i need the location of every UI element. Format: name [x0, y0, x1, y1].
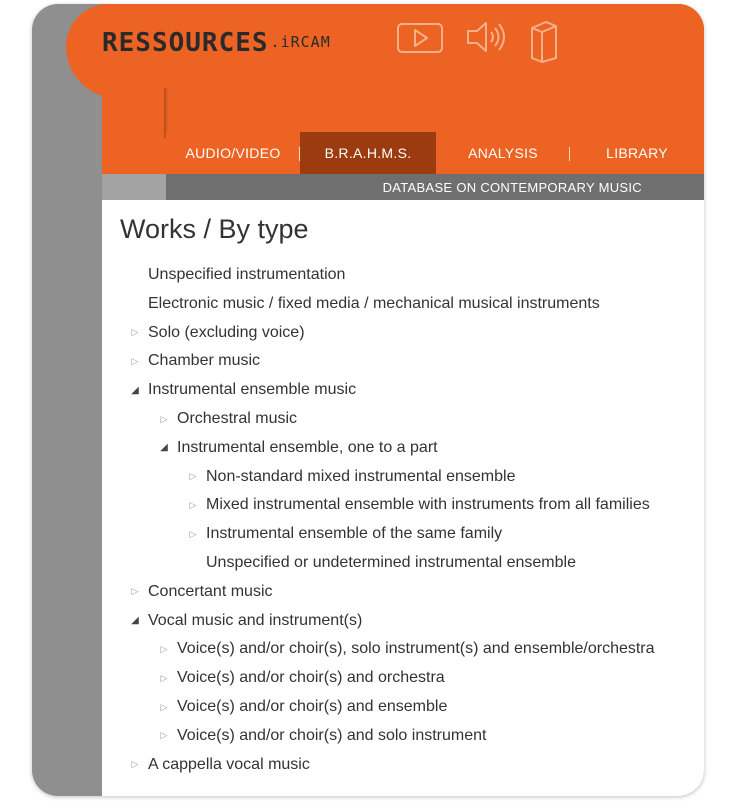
- logo-suffix-text: .iRCAM: [270, 33, 331, 51]
- tree-item-label[interactable]: Chamber music: [148, 352, 261, 370]
- header-notch-shadow: [164, 88, 168, 138]
- collapsed-triangle-icon[interactable]: ▷: [131, 355, 139, 366]
- tree-item[interactable]: [157, 665, 445, 691]
- tree-item[interactable]: [128, 579, 273, 605]
- site-frame: [32, 4, 704, 796]
- tree-item-label[interactable]: Non-standard mixed instrumental ensemble: [206, 467, 516, 485]
- header-notch: [102, 98, 164, 138]
- tree-item[interactable]: [128, 291, 600, 317]
- tree-item[interactable]: [128, 348, 260, 374]
- tree-item-label[interactable]: Electronic music / fixed media / mechanical musical instruments: [148, 294, 600, 312]
- tree-item[interactable]: [157, 636, 655, 662]
- tree-item-label[interactable]: Instrumental ensemble of the same family: [206, 525, 503, 543]
- tree-indent-spacer: [128, 268, 142, 282]
- tree-item[interactable]: [157, 435, 438, 461]
- tree-item-label[interactable]: Voice(s) and/or choir(s) and orchestra: [177, 669, 445, 687]
- tree-item-label[interactable]: Voice(s) and/or choir(s), solo instrument(s) and ensemble/orchestra: [177, 640, 655, 658]
- tree-item[interactable]: [157, 406, 297, 432]
- nav-item-label: ANALYSIS: [468, 145, 538, 161]
- speaker-audio-icon[interactable]: [464, 18, 512, 61]
- main-nav: [166, 132, 704, 174]
- collapsed-triangle-icon[interactable]: ▷: [160, 701, 168, 712]
- tree-item-label[interactable]: Vocal music and instrument(s): [148, 611, 363, 629]
- collapsed-triangle-icon[interactable]: ▷: [160, 413, 168, 424]
- collapsed-triangle-icon[interactable]: ▷: [189, 528, 197, 539]
- expanded-triangle-icon[interactable]: ◢: [160, 442, 168, 454]
- tree-item[interactable]: [186, 521, 502, 547]
- tree-item-label[interactable]: A cappella vocal music: [148, 755, 310, 773]
- tree-item-label[interactable]: Voice(s) and/or choir(s) and solo instrument: [177, 726, 487, 744]
- page-title: Works / By type: [120, 214, 309, 244]
- tree-indent-spacer: [128, 297, 142, 311]
- tree-item[interactable]: [128, 608, 362, 634]
- collapsed-triangle-icon[interactable]: ▷: [160, 672, 168, 683]
- content-panel: [102, 200, 704, 796]
- tree-item-label[interactable]: Unspecified instrumentation: [148, 266, 346, 283]
- collapsed-triangle-icon[interactable]: ▷: [131, 327, 139, 338]
- tree-item-label[interactable]: Mixed instrumental ensemble with instruments from all families: [206, 496, 650, 514]
- tree-item[interactable]: [186, 492, 650, 518]
- collapsed-triangle-icon[interactable]: ▷: [189, 471, 197, 482]
- tree-item-label[interactable]: Voice(s) and/or choir(s) and ensemble: [177, 698, 448, 715]
- nav-item-analysis[interactable]: [436, 132, 570, 174]
- tree-item-label[interactable]: Concertant music: [148, 582, 273, 600]
- tree-item-label[interactable]: Instrumental ensemble, one to a part: [177, 438, 438, 456]
- tree-item[interactable]: [128, 752, 310, 778]
- collapsed-triangle-icon[interactable]: ▷: [160, 730, 168, 741]
- nav-item-audio-video[interactable]: [166, 132, 300, 174]
- nav-item-brahms[interactable]: [300, 132, 436, 174]
- collapsed-triangle-icon[interactable]: ▷: [131, 586, 139, 597]
- tree-item[interactable]: [157, 723, 486, 749]
- tree-item-label[interactable]: Solo (excluding voice): [148, 323, 305, 341]
- book-library-icon[interactable]: [526, 18, 560, 69]
- play-video-icon[interactable]: [396, 18, 444, 61]
- tree-item-label[interactable]: Instrumental ensemble music: [148, 381, 357, 399]
- tree-item[interactable]: [128, 377, 356, 403]
- subbar-left-spacer: [102, 174, 166, 200]
- tree-item-label[interactable]: Orchestral music: [177, 410, 298, 427]
- nav-item-label: B.R.A.H.M.S.: [324, 145, 412, 161]
- database-subtitle-bar: [166, 174, 704, 200]
- collapsed-triangle-icon[interactable]: ▷: [160, 643, 168, 654]
- expanded-triangle-icon[interactable]: ◢: [131, 615, 139, 627]
- collapsed-triangle-icon[interactable]: ▷: [189, 499, 197, 510]
- collapsed-triangle-icon[interactable]: ▷: [131, 759, 139, 770]
- expanded-triangle-icon[interactable]: ◢: [131, 384, 139, 396]
- nav-item-label: AUDIO/VIDEO: [185, 145, 281, 161]
- tree-item-label[interactable]: Unspecified or undetermined instrumental ensemble: [206, 554, 576, 571]
- tree-indent-spacer: [186, 556, 200, 570]
- tree-item[interactable]: [128, 262, 345, 288]
- nav-item-label: LIBRARY: [606, 145, 668, 161]
- site-logo[interactable]: [102, 28, 331, 58]
- tree-item[interactable]: [186, 464, 515, 490]
- database-subtitle: DATABASE ON CONTEMPORARY MUSIC: [382, 179, 642, 195]
- nav-item-library[interactable]: [570, 132, 704, 174]
- tree-item[interactable]: [128, 320, 305, 346]
- logo-main-text: RESSOURCES: [102, 28, 269, 58]
- tree-item[interactable]: [157, 694, 447, 720]
- tree-item[interactable]: [186, 550, 576, 576]
